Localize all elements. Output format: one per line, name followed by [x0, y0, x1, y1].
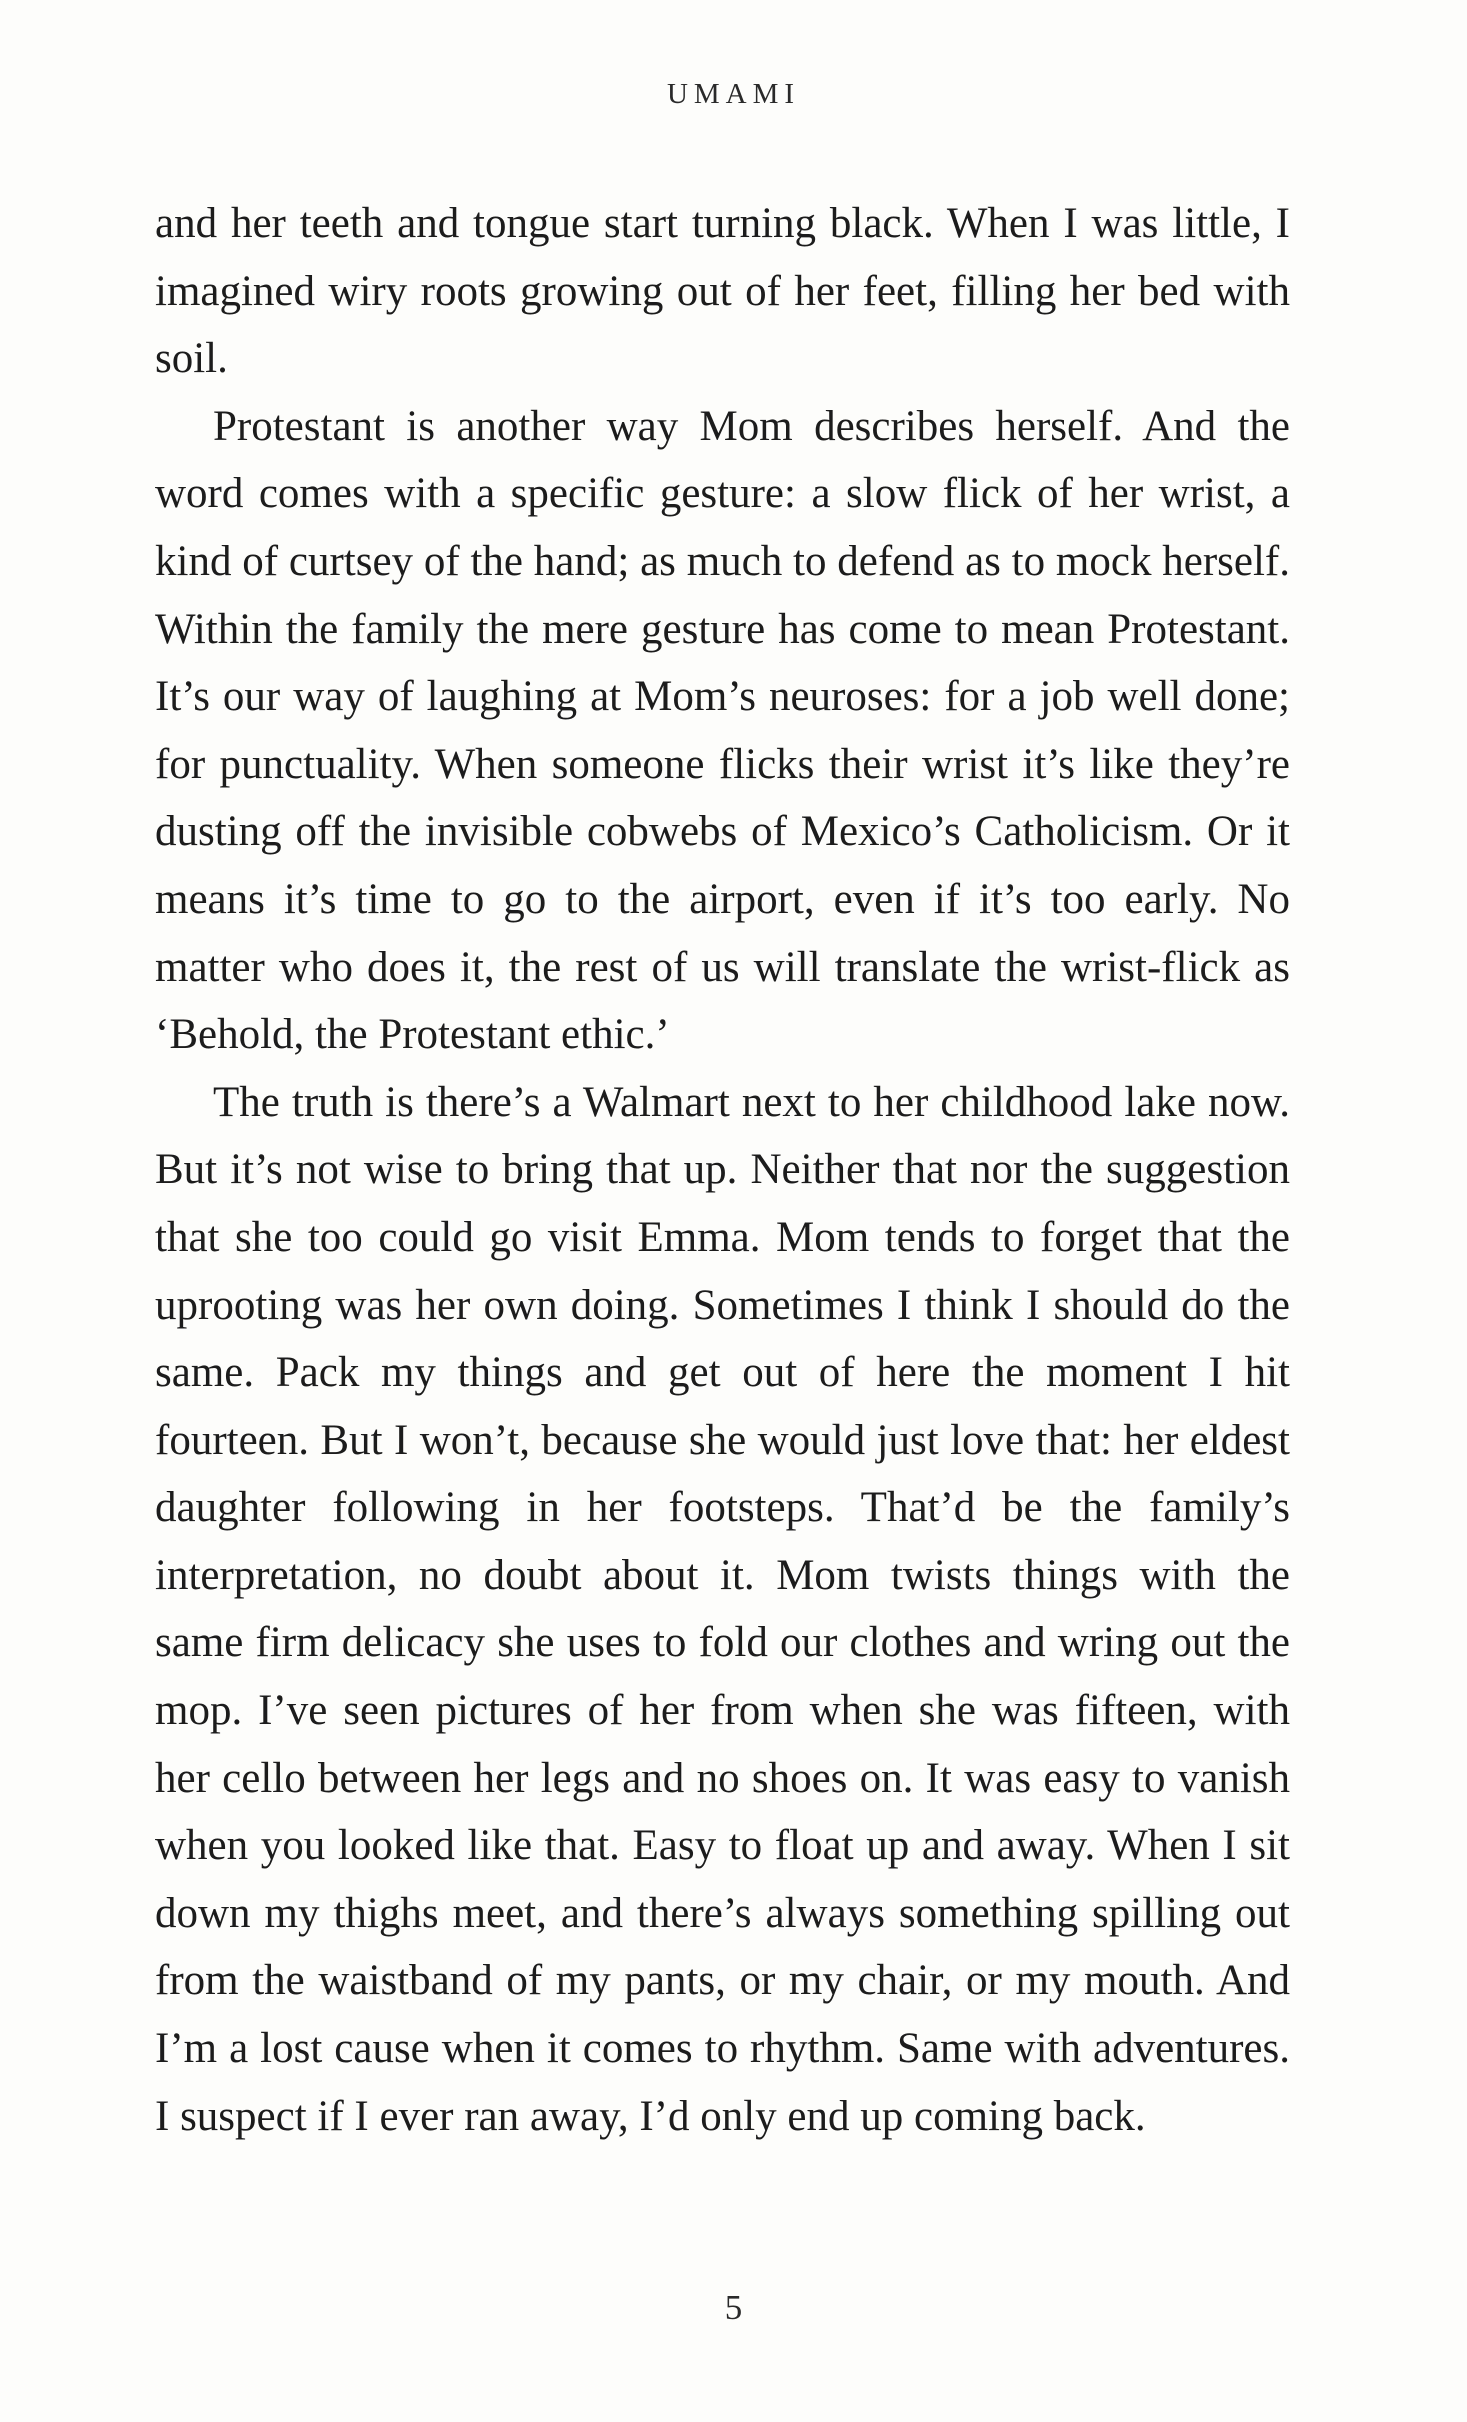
paragraph-continued: and her teeth and tongue start turning black. When I was little, I imagined wiry roots growing out of her feet, filling her bed with soil.: [155, 200, 1290, 383]
running-head: UMAMI: [666, 78, 801, 110]
paragraph: Protestant is another way Mom describes herself. And the word comes with a specific gesture: a slow flick of her wrist, a kind of curtsey of the hand; as much to defend as to mock herself. Within the family the mere gesture has come to mean Protestant. It’s our way of laughing at Mom’s neuroses: for a job well done; for punctuality. When someone flicks their wrist it’s like they’re dusting off the invisible cobwebs of Mexico’s Catholicism. Or it means it’s time to go to the airport, even if it’s too early. No matter who does it, the rest of us will translate the wrist-flick as ‘Behold, the Protestant ethic.’: [155, 402, 1290, 1059]
page-number: 5: [724, 2288, 743, 2327]
body-text: [155, 190, 1290, 2150]
paragraph: The truth is there’s a Walmart next to her childhood lake now. But it’s not wise to bring that up. Neither that nor the suggestion that she too could go visit Emma. Mom tends to forget that the uprooting was her own doing. Sometimes I think I should do the same. Pack my things and get out of here the moment I hit fourteen. But I won’t, because she would just love that: her eldest daughter following in her footsteps. That’d be the family’s interpretation, no doubt about it. Mom twists things with the same firm delicacy she uses to fold our clothes and wring out the mop. I’ve seen pictures of her from when she was fifteen, with her cello between her legs and no shoes on. It was easy to vanish when you looked like that. Easy to float up and away. When I sit down my thighs meet, and there’s always something spilling out from the waistband of my pants, or my chair, or my mouth. And I’m a lost cause when it comes to rhythm. Same with adventures. I suspect if I ever ran away, I’d only end up coming back.: [155, 1078, 1290, 2140]
